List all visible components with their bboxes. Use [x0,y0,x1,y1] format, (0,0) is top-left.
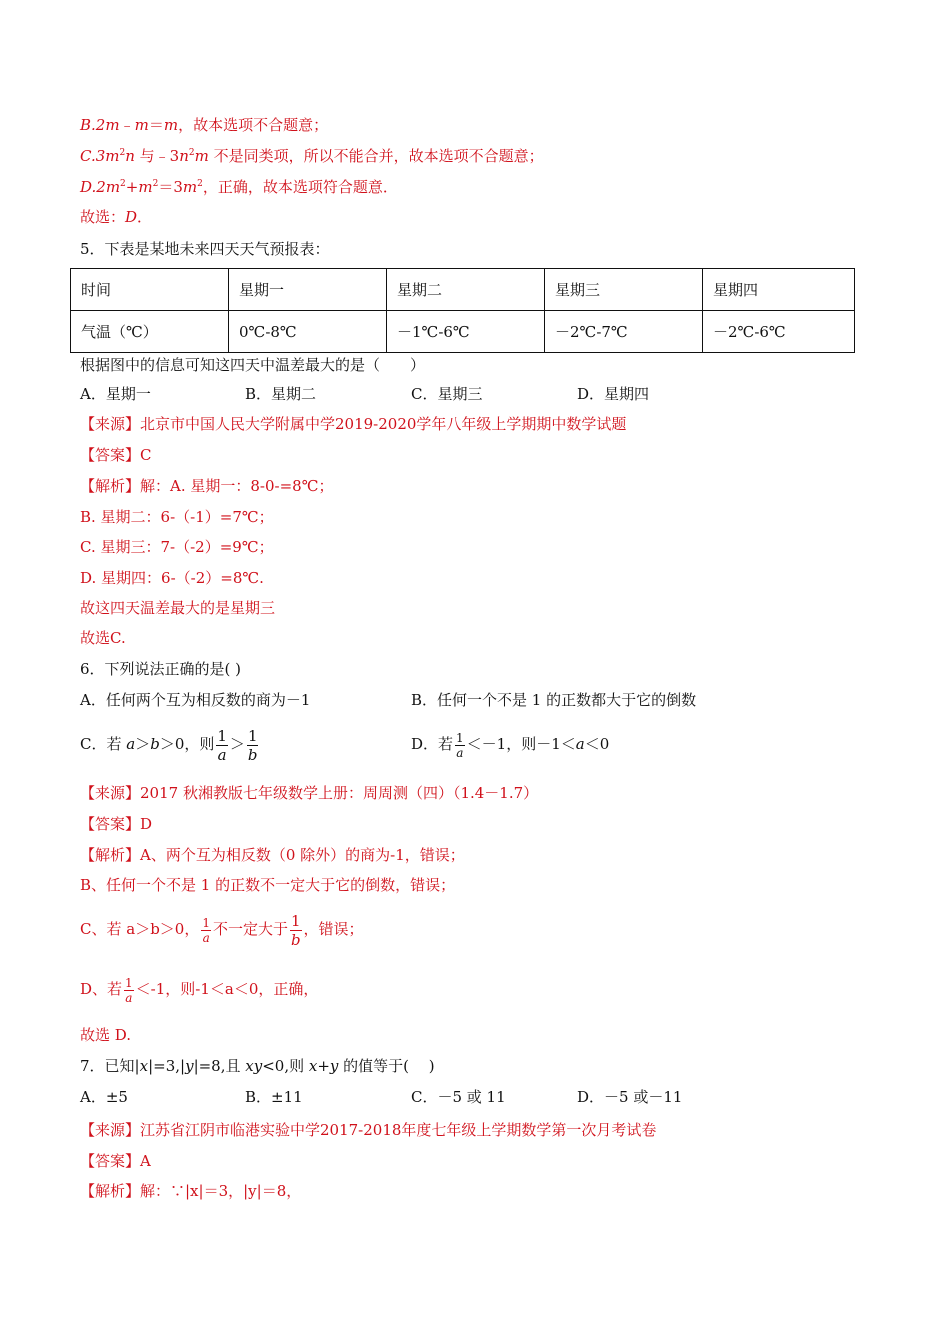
q6-stem: 6．下列说法正确的是( ) [80,660,242,678]
table-row [71,311,855,353]
q6-analysis-c: C、若 a＞b＞0， $\frac{1}{a}$ 不一定大于 $\frac{1}{b}$ ，错误； [80,911,364,949]
q7-stem: 7．已知|x|=3,|y|=8,且 xy<0,则 x+y 的值等于( ) [80,1057,435,1075]
q5-option-a: A．星期一 [80,385,151,403]
fraction-1-over-a: $\frac{1}{a}$ [456,730,464,760]
q7-answer: 【答案】A [80,1152,151,1170]
q5-option-c: C．星期三 [411,385,483,403]
q4-choose: 故选：D． [80,208,153,226]
table-cell: 星期四 [703,269,855,311]
table-cell: 星期一 [229,269,387,311]
q6-option-a: A．任何两个互为相反数的商为－1 [80,691,311,709]
q5-source: 【来源】北京市中国人民大学附属中学2019-2020学年八年级上学期期中数学试题 [80,415,627,433]
q5-question: 根据图中的信息可知这四天中温差最大的是（ ） [80,356,426,374]
q5-analysis-line: D. 星期四：6-（-2）=8℃. [80,569,264,587]
q5-answer: 【答案】C [80,446,152,464]
q7-option-b: B．±11 [245,1088,303,1106]
q6-option-c: C．若 a＞b＞0，则 $\frac{1}{a}$ ＞ $\frac{1}{b}$ [80,726,258,764]
q7-option-a: A．±5 [80,1088,128,1106]
fraction-1-over-b: $\frac{1}{b}$ [247,726,258,764]
q5-analysis-line: 故选C. [80,629,126,647]
q7-option-c: C．－5 或 11 [411,1088,506,1106]
fraction-1-over-a: $\frac{1}{a}$ [217,726,227,764]
q5-option-b: B．星期二 [245,385,317,403]
table-header-row [71,269,855,311]
q6-source: 【来源】2017 秋湘教版七年级数学上册：周周测（四）（1.4－1.7） [80,784,539,802]
q4-analysis-c: $C.3m^2n$ 与$﹣3n^2m$ 不是同类项，所以不能合并，故本选项不合题意； [80,147,544,165]
fraction-1-over-a: $\frac{1}{a}$ [125,975,133,1005]
q6-analysis-d: D、若 $\frac{1}{a}$ ＜-1，则-1＜a＜0，正确， [80,975,319,1005]
table-cell: 星期三 [545,269,703,311]
q6-answer: 【答案】D [80,815,153,833]
q5-analysis-line: B. 星期二：6-（-1）=7℃； [80,508,274,526]
fraction-1-over-b: $\frac{1}{b}$ [290,911,301,949]
table-cell: 星期二 [387,269,545,311]
table-cell: 0℃-8℃ [229,311,387,353]
q4-analysis-b: B.2m﹣m＝m，故本选项不合题意； [80,116,329,134]
q7-source: 【来源】江苏省江阴市临港实验中学2017-2018年度七年级上学期数学第一次月考试卷 [80,1121,657,1139]
q7-analysis: 【解析】解：∵|x|＝3，|y|＝8， [80,1182,302,1200]
q6-analysis-a: 【解析】A、两个互为相反数（0 除外）的商为-1，错误； [80,846,465,864]
q6-analysis-b: B、任何一个不是 1 的正数不一定大于它的倒数，错误； [80,876,456,894]
q6-choose: 故选 D. [80,1026,132,1044]
q5-analysis-line: 【解析】解：A. 星期一：8-0-=8℃； [80,477,334,495]
weather-table [70,268,855,353]
q6-option-b: B．任何一个不是 1 的正数都大于它的倒数 [411,691,697,709]
q5-analysis-line: C. 星期三：7-（-2）=9℃； [80,538,274,556]
q5-stem: 5．下表是某地未来四天天气预报表： [80,240,330,258]
table-cell: 时间 [71,269,229,311]
q6-option-d: D．若 $\frac{1}{a}$ ＜－1，则－1＜a＜0 [411,730,610,760]
fraction-1-over-a: $\frac{1}{a}$ [202,915,210,945]
table-cell: －1℃-6℃ [387,311,545,353]
q7-option-d: D．－5 或－11 [577,1088,683,1106]
q5-analysis-line: 故这四天温差最大的是星期三 [80,599,276,617]
q5-option-d: D．星期四 [577,385,650,403]
q4-analysis-d: $D.2m^2+m^2=3m^2$，正确，故本选项符合题意． [80,178,398,196]
table-cell: 气温（℃） [71,311,229,353]
table-cell: －2℃-7℃ [545,311,703,353]
table-cell: －2℃-6℃ [703,311,855,353]
